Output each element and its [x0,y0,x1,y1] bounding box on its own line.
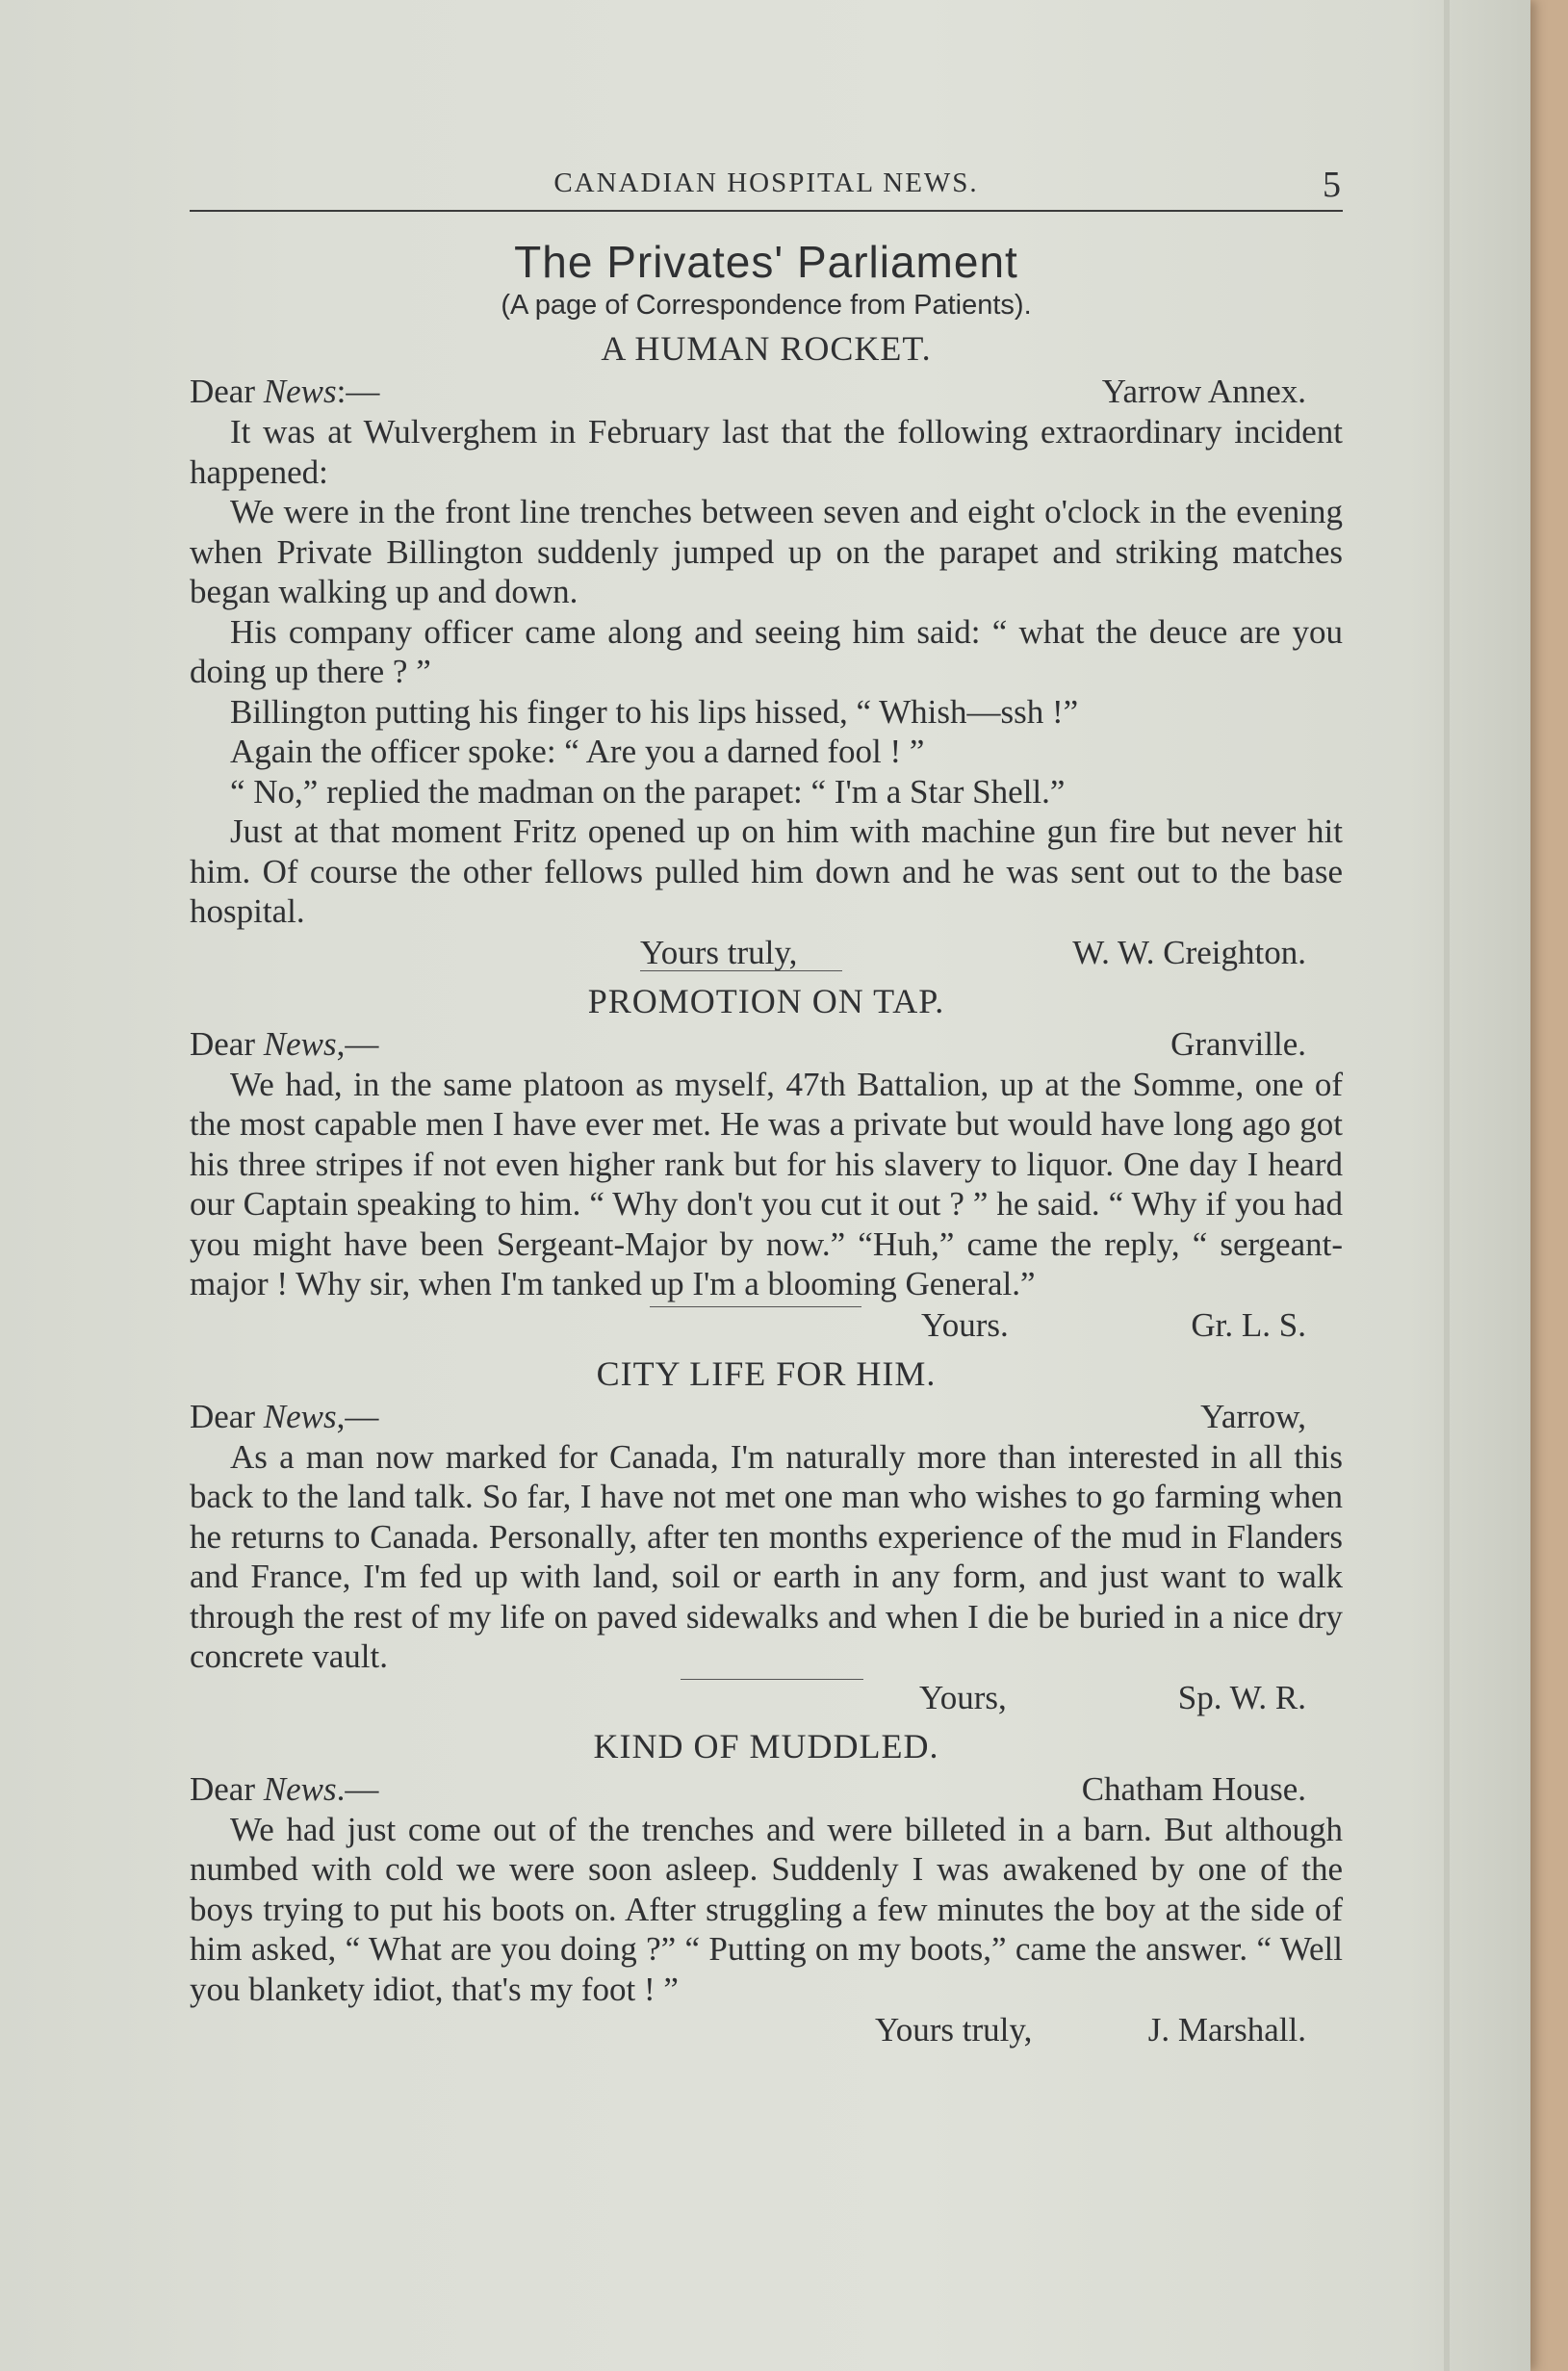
letter-signature: J. Marshall. [1147,2011,1306,2049]
letter-paragraph: “ No,” replied the madman on the parapet: “ I'm a Star Shell.” [230,772,1066,811]
letter-paragraph: We had just come out of the trenches and were billeted in a barn. But although numbed with cold we were soon asleep. Suddenly I was awakened by one of the boys trying to put his boots on. After struggling a few minutes the boy at the side of him asked, “ What are you doing ?” “ Putting on my boots,” came the answer. “ Well you blankety idiot, that's my foot ! ” [190,1810,1343,2008]
letter-place: Yarrow, [1200,1397,1306,1435]
divider-rule [681,1679,863,1680]
letter-paragraph: We had, in the same platoon as myself, 47th Battalion, up at the Somme, one of the most capable men I have ever met. He was a private but would have long ago got his three stripes if not even higher rank but for his slavery to liquor. One day I heard our Captain speaking to him. “ Why don't you cut it out ? ” he said. “ Why if you had you might have been Sergeant-Major by now.” “Huh,” came the reply, “ sergeant-major ! Why sir, when I'm tanked up I'm a blooming General.” [190,1065,1343,1302]
letter-paragraph: His company officer came along and seeing him said: “ what the deuce are you doing up there ? ” [190,612,1343,690]
letter-paragraph: As a man now marked for Canada, I'm naturally more than interested in all this back to the land talk. So far, I have not met one man who wishes to go farming when he returns to Canada. Personally, after ten months experience of the mud in Flanders and France, I'm fed up with land, soil or earth in any form, and just want to walk through the rest of my life on paved sidewalks and when I die be buried in a nice dry concrete vault. [190,1437,1343,1675]
letter-salutation [190,1769,1343,1810]
letter-place: Yarrow Annex. [1101,373,1306,410]
letter-signature: Sp. W. R. [1177,1678,1306,1716]
letter-signoff [190,1677,1343,1719]
letter-place: Granville. [1170,1024,1306,1063]
letter-place: Chatham House. [1081,1769,1306,1808]
letter-paragraph: We were in the front line trenches between seven and eight o'clock in the evening when Private Billington suddenly jumped up on the parapet and striking matches began walking up and down. [190,493,1343,610]
salutation: Dear News.— [190,1769,379,1808]
letter-heading: CITY LIFE FOR HIM. [596,1353,937,1393]
letter-salutation [190,1397,1343,1437]
letter-paragraph: Again the officer spoke: “ Are you a darned fool ! ” [230,733,925,770]
divider-rule [640,970,842,971]
section-subtitle: (A page of Correspondence from Patients). [501,290,1032,321]
letter-closing: Yours. [921,1305,1009,1344]
section-title: The Privates' Parliament [514,237,1018,287]
running-head-title: CANADIAN HOSPITAL NEWS. [553,168,979,198]
letter-salutation [190,1024,1343,1065]
letter-signature: Gr. L. S. [1191,1305,1306,1344]
page-number: 5 [1323,165,1341,205]
letter-salutation [190,372,1343,412]
letter-signature: W. W. Creighton. [1072,933,1306,971]
letter-signoff [190,932,1343,974]
letter-paragraph: It was at Wulverghem in February last that the following extraordinary incident happened: [190,413,1343,491]
letter-paragraph: Just at that moment Fritz opened up on him with machine gun fire but never hit him. Of course the other fellows pulled him down and he was sent out to the base hospital. [190,812,1343,930]
page-gutter [1444,0,1450,2371]
page-column [190,164,1343,2051]
letter-heading: A HUMAN ROCKET. [601,329,932,368]
running-head [190,164,1343,212]
letter-closing: Yours truly, [640,933,798,971]
letter-heading: KIND OF MUDDLED. [593,1726,939,1765]
letter-closing: Yours truly, [875,2011,1033,2049]
letter-heading: PROMOTION ON TAP. [587,981,945,1020]
salutation: Dear News,— [190,1024,379,1063]
salutation: Dear News:— [190,373,380,410]
letter-signoff [190,2009,1343,2051]
letter-signoff [190,1304,1343,1347]
divider-rule [650,1306,861,1307]
letter-closing: Yours, [919,1678,1007,1716]
salutation: Dear News,— [190,1397,379,1435]
letter-paragraph: Billington putting his finger to his lips hissed, “ Whish—ssh !” [230,692,1079,731]
